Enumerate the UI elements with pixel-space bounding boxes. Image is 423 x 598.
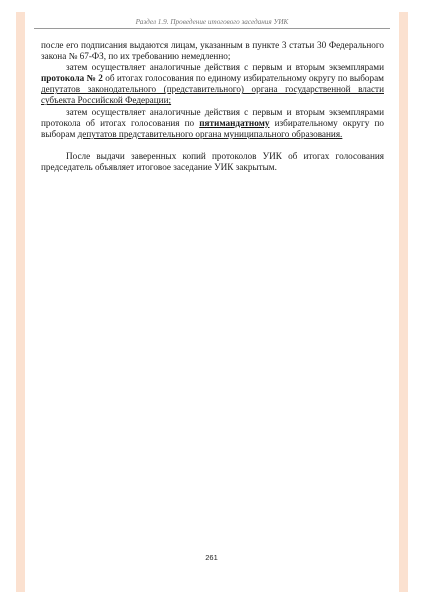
paragraph-2	[41, 62, 384, 106]
running-header: Раздел 1.9. Проведение итогового заседания УИК	[34, 18, 390, 29]
document-body	[41, 40, 384, 173]
right-margin-band	[399, 12, 408, 592]
paragraph-3-underlined: депутатов представительного органа муниципального образования.	[77, 128, 343, 139]
page-number: 261	[205, 553, 218, 562]
paragraph-2-mid: об итогах голосования по единому избирательному округу по выборам	[102, 73, 384, 84]
paragraph-4: После выдачи заверенных копий протоколов УИК об итогах голосования председатель объявляет итоговое заседание УИК закрытым.	[41, 150, 384, 172]
five-mandate-bold: пятимандатному	[199, 117, 270, 128]
left-margin-band	[16, 12, 25, 592]
paragraph-2-underlined: депутатов законодательного (представительного) органа государственной власти субъекта Российской Федерации;	[41, 84, 384, 106]
paragraph-3-mid: избирательному округу по выборам	[41, 117, 385, 139]
paragraph-1: после его подписания выдаются лицам, указанным в пункте 3 статьи 30 Федерального закона № 67-ФЗ, по их требованию немедленно;	[41, 40, 384, 62]
protocol-2-bold: протокола № 2	[41, 73, 103, 84]
paragraph-2-start: затем осуществляет аналогичные действия с первым и вторым экземплярами	[66, 62, 384, 73]
paragraph-3-start: затем осуществляет аналогичные действия с первым и вторым экземплярами протокола об итогах голосования по	[41, 106, 384, 128]
paragraph-3	[41, 107, 384, 140]
